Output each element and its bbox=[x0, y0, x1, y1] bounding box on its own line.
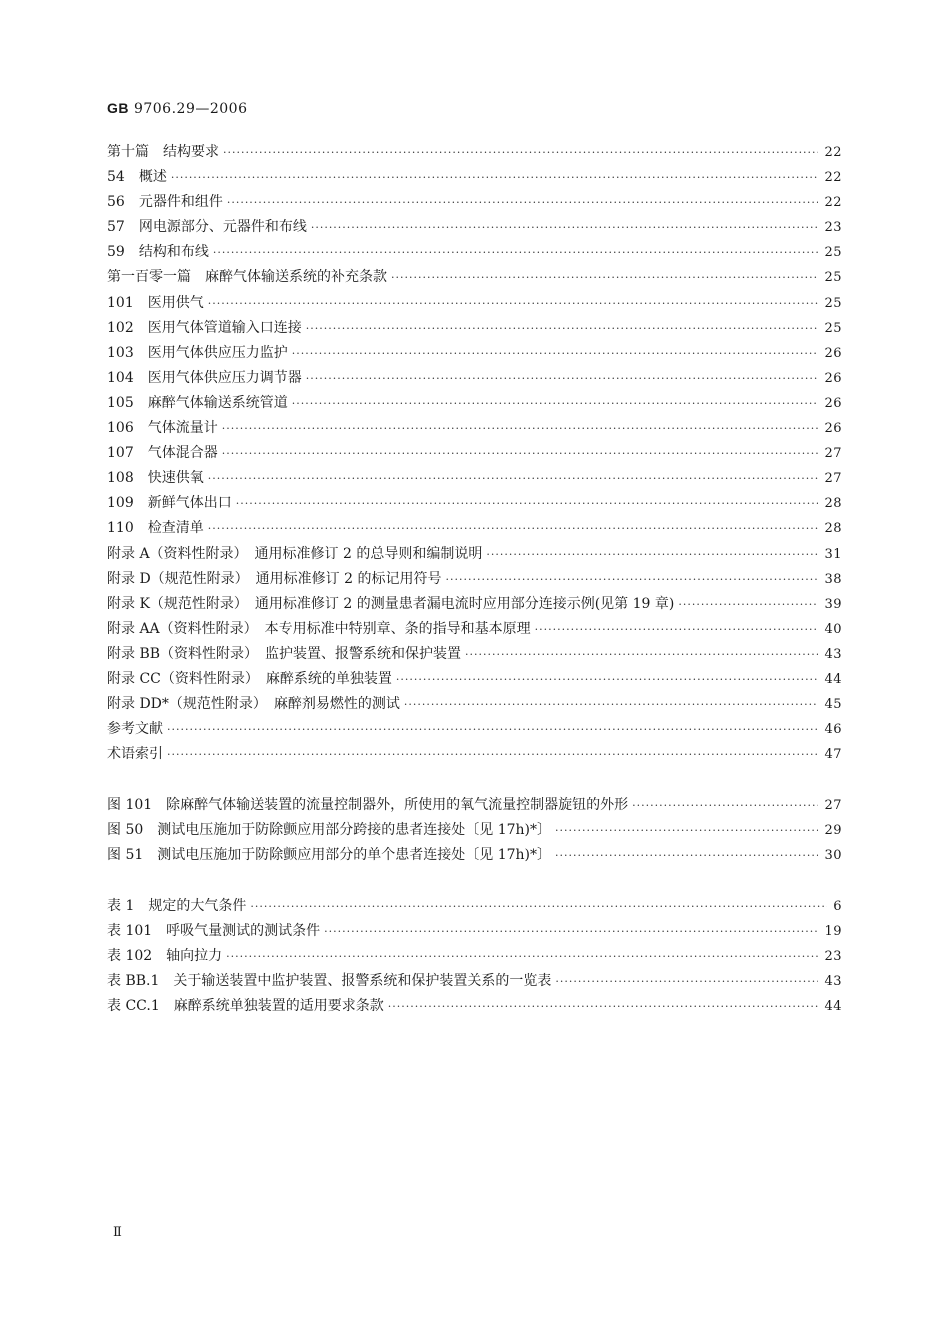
tables-list bbox=[107, 895, 842, 1020]
toc-entry-label: 102 医用气体管道输入口连接 bbox=[107, 319, 302, 336]
toc-entry-label: 图 50 测试电压施加于防除颤应用部分跨接的患者连接处〔见 17h)*〕 bbox=[107, 822, 552, 839]
dot-leader bbox=[465, 648, 818, 661]
toc-entry-label: 106 气体流量计 bbox=[107, 420, 218, 437]
toc-entry-page: 23 bbox=[824, 220, 842, 236]
toc-entry-label: 54 概述 bbox=[107, 169, 167, 186]
toc-entry-page: 28 bbox=[824, 496, 842, 512]
toc-entry-page: 25 bbox=[824, 320, 842, 336]
toc-entry-label: 图 51 测试电压施加于防除颤应用部分的单个患者连接处〔见 17h)*〕 bbox=[107, 847, 552, 864]
dot-leader bbox=[227, 196, 819, 209]
toc-entry-page: 22 bbox=[824, 170, 842, 186]
dot-leader bbox=[388, 1000, 819, 1013]
toc-entry[interactable] bbox=[107, 543, 842, 568]
toc-entry-label: 参考文献 bbox=[107, 721, 163, 738]
toc-entry-label: 109 新鲜气体出口 bbox=[107, 495, 232, 512]
toc-entry-page: 22 bbox=[824, 195, 842, 211]
toc-entry-page: 44 bbox=[824, 999, 842, 1015]
toc-entry[interactable] bbox=[107, 945, 842, 970]
toc-entry-label: 附录 D（规范性附录） 通用标准修订 2 的标记用符号 bbox=[107, 570, 442, 587]
toc-entry[interactable] bbox=[107, 442, 842, 467]
toc-entry-page: 22 bbox=[824, 145, 842, 160]
toc-entry-page: 38 bbox=[824, 571, 842, 587]
dot-leader bbox=[226, 950, 818, 963]
toc-entry-label: 101 医用供气 bbox=[107, 294, 204, 311]
toc-entry-page: 27 bbox=[824, 798, 842, 813]
toc-entry[interactable] bbox=[107, 241, 842, 266]
dot-leader bbox=[555, 849, 818, 862]
dot-leader bbox=[208, 472, 819, 485]
toc-entry-page: 26 bbox=[824, 370, 842, 386]
dot-leader bbox=[292, 397, 819, 410]
dot-leader bbox=[404, 698, 819, 711]
toc-entry-page: 46 bbox=[824, 722, 842, 738]
dot-leader bbox=[396, 673, 819, 686]
toc-entry-page: 25 bbox=[824, 270, 842, 286]
toc-entry[interactable] bbox=[107, 292, 842, 317]
toc-entry-label: 105 麻醉气体输送系统管道 bbox=[107, 394, 288, 411]
toc-entry-page: 28 bbox=[824, 521, 842, 537]
toc-entry-page: 40 bbox=[824, 621, 842, 637]
toc-entry-label: 表 BB.1 关于输送装置中监护装置、报警系统和保护装置关系的一览表 bbox=[107, 973, 552, 990]
toc-entry[interactable] bbox=[107, 668, 842, 693]
toc-entry[interactable] bbox=[107, 467, 842, 492]
standard-code: GB bbox=[107, 100, 129, 116]
dot-leader bbox=[208, 522, 819, 535]
toc-entry-label: 104 医用气体供应压力调节器 bbox=[107, 369, 302, 386]
dot-leader bbox=[632, 799, 818, 812]
toc-entry[interactable] bbox=[107, 367, 842, 392]
toc-entry-label: 59 结构和布线 bbox=[107, 244, 209, 261]
toc-entry[interactable] bbox=[107, 643, 842, 668]
toc-entry-label: 107 气体混合器 bbox=[107, 445, 218, 462]
dot-leader bbox=[391, 271, 818, 284]
toc-entry-label: 56 元器件和组件 bbox=[107, 194, 223, 211]
standard-header bbox=[107, 100, 247, 117]
toc-entry[interactable] bbox=[107, 166, 842, 191]
toc-entry-page: 30 bbox=[824, 848, 842, 864]
toc-entry-label: 57 网电源部分、元器件和布线 bbox=[107, 219, 307, 236]
toc-entry[interactable] bbox=[107, 317, 842, 342]
toc-entry-page: 27 bbox=[824, 446, 842, 462]
toc-entry[interactable] bbox=[107, 392, 842, 417]
dot-leader bbox=[445, 573, 818, 586]
toc-entry[interactable] bbox=[107, 693, 842, 718]
toc-entry-label: 110 检查清单 bbox=[107, 520, 204, 537]
toc-entry-label: 附录 DD*（规范性附录） 麻醉剂易燃性的测试 bbox=[107, 696, 400, 713]
toc-entry-label: 附录 K（规范性附录） 通用标准修订 2 的测量患者漏电流时应用部分连接示例(见第 19 章) bbox=[107, 595, 675, 612]
toc-entry-page: 43 bbox=[824, 646, 842, 662]
toc-entry[interactable] bbox=[107, 819, 842, 844]
toc-entry[interactable] bbox=[107, 568, 842, 593]
dot-leader bbox=[208, 297, 819, 310]
dot-leader bbox=[535, 623, 819, 636]
toc-entry[interactable] bbox=[107, 970, 842, 995]
toc-entry[interactable] bbox=[107, 517, 842, 542]
toc-entry[interactable] bbox=[107, 141, 842, 166]
dot-leader bbox=[306, 372, 819, 385]
toc-entry[interactable] bbox=[107, 342, 842, 367]
toc-entry[interactable] bbox=[107, 618, 842, 643]
toc-entry[interactable] bbox=[107, 417, 842, 442]
dot-leader bbox=[555, 824, 818, 837]
toc-entry-label: 附录 A（资料性附录） 通用标准修订 2 的总导则和编制说明 bbox=[107, 545, 483, 562]
toc-entry-page: 39 bbox=[824, 596, 842, 612]
toc-entry-page: 23 bbox=[824, 949, 842, 965]
dot-leader bbox=[486, 548, 818, 561]
figures-list bbox=[107, 794, 842, 869]
toc-entry-page: 45 bbox=[824, 697, 842, 713]
toc-entry-page: 47 bbox=[824, 747, 842, 763]
toc-entry-label: 附录 BB（资料性附录） 监护装置、报警系统和保护装置 bbox=[107, 645, 462, 662]
dot-leader bbox=[222, 422, 819, 435]
toc-entry-page: 26 bbox=[824, 345, 842, 361]
toc-entry[interactable] bbox=[107, 794, 842, 819]
toc-entry-page: 43 bbox=[824, 974, 842, 990]
toc-entry-page: 27 bbox=[824, 471, 842, 487]
toc-entry-page: 26 bbox=[824, 395, 842, 411]
toc-entry-label: 表 CC.1 麻醉系统单独装置的适用要求条款 bbox=[107, 998, 384, 1015]
dot-leader bbox=[167, 723, 818, 736]
page-number: Ⅱ bbox=[113, 1225, 122, 1240]
toc-entry[interactable] bbox=[107, 895, 842, 920]
toc-entry[interactable] bbox=[107, 216, 842, 241]
dot-leader bbox=[213, 246, 819, 259]
toc-entry[interactable] bbox=[107, 266, 842, 291]
toc-entry-label: 表 101 呼吸气量测试的测试条件 bbox=[107, 923, 321, 940]
dot-leader bbox=[223, 146, 818, 159]
toc-entry[interactable] bbox=[107, 995, 842, 1020]
dot-leader bbox=[311, 221, 819, 234]
toc-entry-label: 第十篇 结构要求 bbox=[107, 144, 219, 160]
toc-entry-page: 25 bbox=[824, 245, 842, 261]
toc-entry[interactable] bbox=[107, 743, 842, 768]
toc-entry[interactable] bbox=[107, 191, 842, 216]
toc-entry[interactable] bbox=[107, 920, 842, 945]
dot-leader bbox=[222, 447, 819, 460]
toc-entry-label: 术语索引 bbox=[107, 746, 163, 763]
toc-entry-page: 25 bbox=[824, 295, 842, 311]
toc-entry-label: 表 102 轴向拉力 bbox=[107, 948, 223, 965]
toc-entry-label: 103 医用气体供应压力监护 bbox=[107, 344, 288, 361]
toc-entry[interactable] bbox=[107, 492, 842, 517]
standard-number: 9706.29—2006 bbox=[133, 101, 248, 117]
toc-entry[interactable] bbox=[107, 593, 842, 618]
toc-entry-label: 表 1 规定的大气条件 bbox=[107, 898, 247, 914]
toc-entry-page: 29 bbox=[824, 823, 842, 839]
toc-entry-page: 19 bbox=[824, 924, 842, 940]
toc-entry-label: 附录 AA（资料性附录） 本专用标准中特别章、条的指导和基本原理 bbox=[107, 620, 531, 637]
toc-entry-label: 附录 CC（资料性附录） 麻醉系统的单独装置 bbox=[107, 670, 392, 687]
toc-entry-label: 第一百零一篇 麻醉气体输送系统的补充条款 bbox=[107, 269, 387, 286]
dot-leader bbox=[306, 322, 819, 335]
toc-entry-page: 31 bbox=[824, 546, 842, 562]
dot-leader bbox=[171, 171, 819, 184]
toc-entry-page: 6 bbox=[833, 899, 842, 914]
dot-leader bbox=[678, 598, 818, 611]
toc-entry-page: 26 bbox=[824, 421, 842, 437]
dot-leader bbox=[167, 748, 818, 761]
toc-entry-label: 108 快速供氧 bbox=[107, 470, 204, 487]
dot-leader bbox=[324, 925, 818, 938]
dot-leader bbox=[555, 975, 818, 988]
toc-entry-label: 图 101 除麻醉气体输送装置的流量控制器外，所使用的氧气流量控制器旋钮的外形 bbox=[107, 797, 629, 813]
toc-entry[interactable] bbox=[107, 718, 842, 743]
toc-entry-page: 44 bbox=[824, 671, 842, 687]
dot-leader bbox=[292, 347, 819, 360]
toc-entry[interactable] bbox=[107, 844, 842, 869]
contents-list bbox=[107, 141, 842, 768]
dot-leader bbox=[236, 497, 819, 510]
dot-leader bbox=[250, 900, 827, 913]
